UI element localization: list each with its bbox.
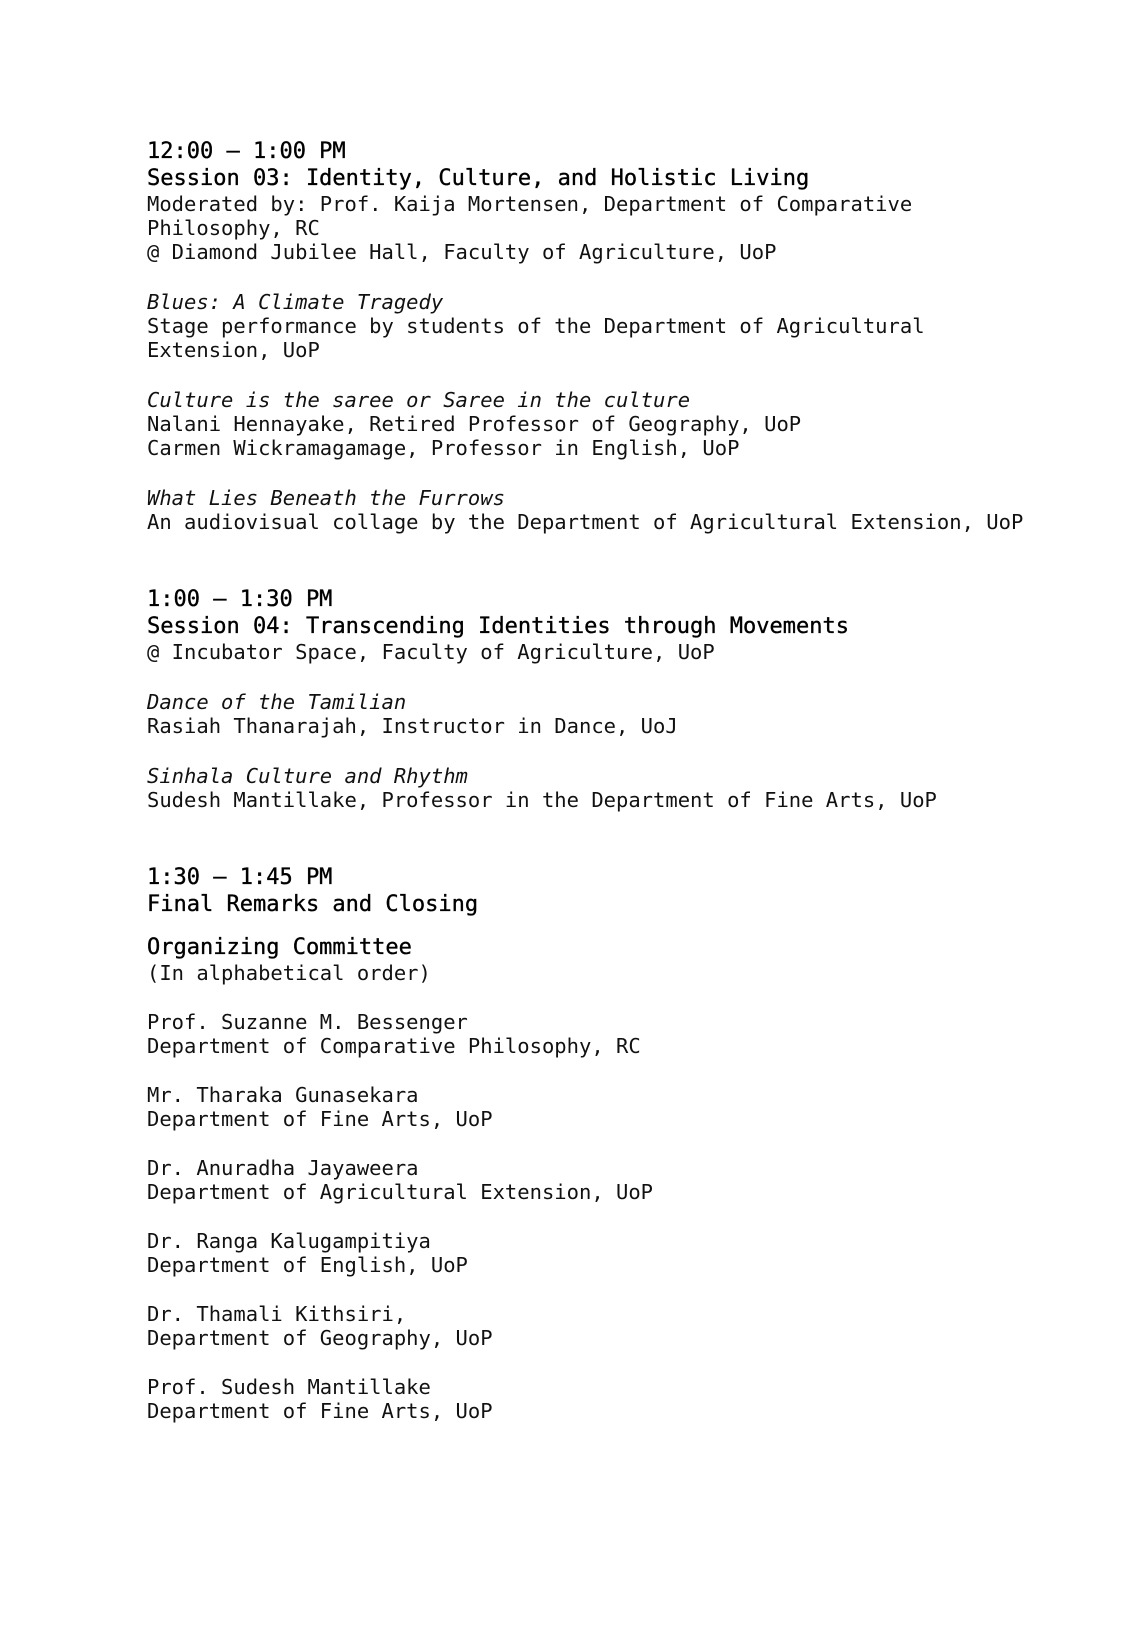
- item-detail: Rasiah Thanarajah, Instructor in Dance, UoJ: [147, 714, 678, 738]
- member-name: Dr. Anuradha Jayaweera: [147, 1156, 419, 1180]
- closing: [147, 864, 1067, 918]
- committee-note: (In alphabetical order): [147, 961, 431, 985]
- committee-member: [147, 1156, 1067, 1204]
- organizing-committee: [147, 934, 1067, 1423]
- member-department: Department of Agricultural Extension, UoP: [147, 1180, 654, 1204]
- session-04-time: 1:00 – 1:30 PM: [147, 587, 333, 612]
- member-name: Dr. Ranga Kalugampitiya: [147, 1229, 431, 1253]
- session-03-venue: @ Diamond Jubilee Hall, Faculty of Agriculture, UoP: [147, 240, 777, 264]
- member-department: Department of Fine Arts, UoP: [147, 1399, 493, 1423]
- session-03-time: 12:00 – 1:00 PM: [147, 139, 346, 164]
- session-04-venue: @ Incubator Space, Faculty of Agriculture, UoP: [147, 640, 715, 664]
- item-detail: Stage performance by students of the Department of Agricultural: [147, 314, 925, 338]
- member-department: Department of Geography, UoP: [147, 1326, 493, 1350]
- committee-member: [147, 1302, 1067, 1350]
- session-03: [147, 138, 1067, 534]
- session-03-moderator-cont: Philosophy, RC: [147, 216, 320, 240]
- item-detail: An audiovisual collage by the Department of Agricultural Extension, UoP: [147, 510, 1024, 534]
- committee-member: [147, 1010, 1067, 1058]
- member-name: Prof. Suzanne M. Bessenger: [147, 1010, 468, 1034]
- member-department: Department of Comparative Philosophy, RC: [147, 1034, 641, 1058]
- session-03-heading: Session 03: Identity, Culture, and Holistic Living: [147, 166, 810, 191]
- item-title: Dance of the Tamilian: [147, 690, 407, 714]
- member-department: Department of English, UoP: [147, 1253, 468, 1277]
- session-item: [147, 290, 1067, 362]
- member-name: Dr. Thamali Kithsiri,: [147, 1302, 407, 1326]
- session-item: [147, 388, 1067, 460]
- session-item: [147, 486, 1067, 534]
- closing-heading: Final Remarks and Closing: [147, 892, 479, 917]
- item-title: Culture is the saree or Saree in the culture: [147, 388, 691, 412]
- session-item: [147, 690, 1067, 738]
- item-title: Blues: A Climate Tragedy: [147, 290, 444, 314]
- member-name: Mr. Tharaka Gunasekara: [147, 1083, 419, 1107]
- member-department: Department of Fine Arts, UoP: [147, 1107, 493, 1131]
- session-item: [147, 764, 1067, 812]
- session-04: [147, 586, 1067, 812]
- item-title: What Lies Beneath the Furrows: [147, 486, 505, 510]
- item-title: Sinhala Culture and Rhythm: [147, 764, 468, 788]
- item-detail: Sudesh Mantillake, Professor in the Department of Fine Arts, UoP: [147, 788, 937, 812]
- committee-member: [147, 1229, 1067, 1277]
- session-03-moderator: Moderated by: Prof. Kaija Mortensen, Department of Comparative: [147, 192, 913, 216]
- item-detail: Carmen Wickramagamage, Professor in English, UoP: [147, 436, 740, 460]
- item-detail: Extension, UoP: [147, 338, 320, 362]
- committee-member: [147, 1375, 1067, 1423]
- closing-time: 1:30 – 1:45 PM: [147, 865, 333, 890]
- session-04-heading: Session 04: Transcending Identities through Movements: [147, 614, 849, 639]
- program-page: [147, 138, 1067, 1423]
- committee-heading: Organizing Committee: [147, 935, 412, 960]
- member-name: Prof. Sudesh Mantillake: [147, 1375, 431, 1399]
- item-detail: Nalani Hennayake, Retired Professor of Geography, UoP: [147, 412, 802, 436]
- committee-member: [147, 1083, 1067, 1131]
